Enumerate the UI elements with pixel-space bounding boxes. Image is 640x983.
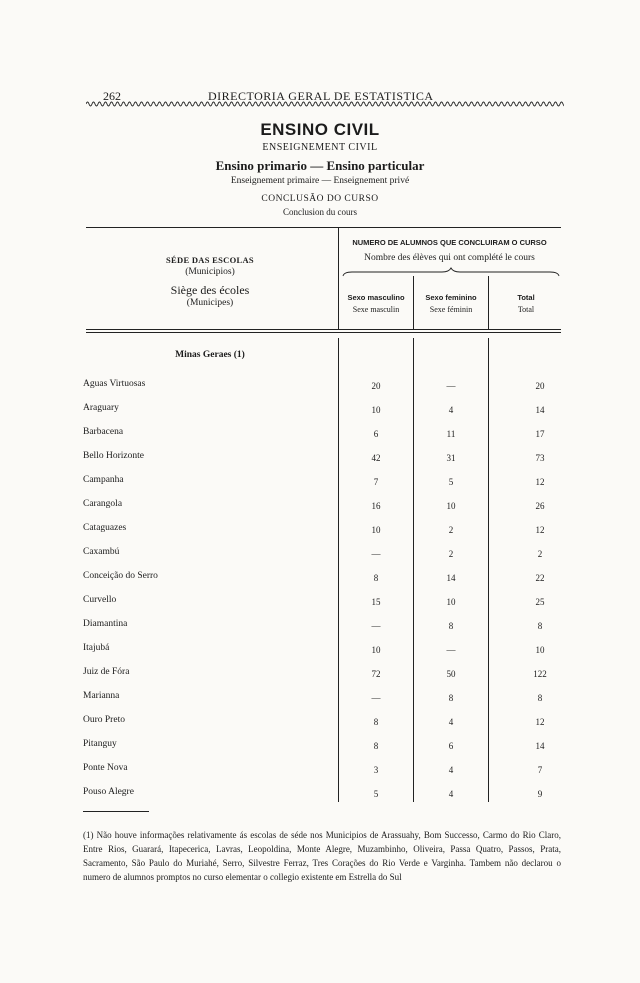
row-value-female: 8 bbox=[448, 693, 454, 703]
page-title: ENSINO CIVIL bbox=[260, 120, 380, 139]
col-male-fr: Sexe masculin bbox=[352, 305, 400, 314]
row-value-female: 10 bbox=[446, 501, 456, 511]
row-value-total: 122 bbox=[533, 669, 547, 679]
row-value-female: — bbox=[446, 645, 456, 655]
row-value-male: 10 bbox=[371, 645, 381, 655]
row-value-female: 6 bbox=[448, 741, 454, 751]
row-value-female: 10 bbox=[446, 597, 456, 607]
header-municipes: (Municipes) bbox=[186, 298, 234, 308]
row-value-female: — bbox=[446, 381, 456, 391]
header-seat-fr: Siège des écoles bbox=[170, 283, 250, 297]
row-value-female: 5 bbox=[448, 477, 454, 487]
row-value-female: 4 bbox=[448, 789, 454, 799]
row-value-female: 11 bbox=[446, 429, 456, 439]
col-male-pt: Sexo masculino bbox=[347, 293, 405, 302]
row-value-total: 22 bbox=[535, 573, 545, 583]
row-value-total: 10 bbox=[535, 645, 545, 655]
row-value-male: — bbox=[371, 621, 381, 631]
row-value-female: 2 bbox=[448, 549, 454, 559]
group-header-pt: NUMERO DE ALUMNOS QUE CONCLUIRAM O CURSO bbox=[352, 238, 547, 247]
row-value-female: 4 bbox=[448, 717, 454, 727]
header-rule-1 bbox=[86, 329, 561, 330]
table-top-rule bbox=[86, 227, 561, 228]
row-value-total: 14 bbox=[535, 405, 545, 415]
row-value-total: 9 bbox=[537, 789, 543, 799]
row-value-total: 14 bbox=[535, 741, 545, 751]
page-title-fr: ENSEIGNEMENT CIVIL bbox=[262, 142, 378, 153]
row-municipio-name: Conceição do Serro bbox=[83, 571, 158, 581]
row-municipio-name: Juiz de Fóra bbox=[83, 667, 130, 677]
row-value-total: 73 bbox=[535, 453, 545, 463]
state-label: Minas Geraes (1) bbox=[175, 350, 245, 360]
row-value-male: 8 bbox=[373, 717, 379, 727]
section-title: Ensino primario — Ensino particular bbox=[215, 158, 425, 173]
vrule-header-3 bbox=[488, 276, 489, 329]
row-municipio-name: Pouso Alegre bbox=[83, 787, 134, 797]
row-municipio-name: Curvello bbox=[83, 595, 117, 605]
row-municipio-name: Marianna bbox=[83, 691, 120, 701]
row-value-total: 2 bbox=[537, 549, 543, 559]
row-value-total: 8 bbox=[537, 621, 543, 631]
row-value-male: 15 bbox=[371, 597, 381, 607]
running-title: DIRECTORIA GERAL DE ESTATISTICA bbox=[208, 89, 434, 103]
row-value-male: 7 bbox=[373, 477, 379, 487]
row-value-total: 20 bbox=[535, 381, 545, 391]
row-value-male: 5 bbox=[373, 789, 379, 799]
row-value-total: 8 bbox=[537, 693, 543, 703]
row-municipio-name: Aguas Virtuosas bbox=[83, 379, 146, 389]
footnote: (1) Não houve informações relativamente ás escolas de séde nos Municipios de Arassuahy, Bom Successo, Carmo do Rio Claro, Entre Rios, Guarará, Itapecerica, Lavras, Leopoldina, Monte Alegre, Muzambinho, Oliveira, Passa Quatro, Passos, Prata, Sacramento, São Paulo do Muriahé, Serro, Silvestre Ferraz, Tres Corações do Rio Verde e Varginha. Tambem não declarou o numero de alumnos promptos no curso elementar o collegio existente em Estrella do Sul bbox=[83, 830, 561, 882]
row-value-total: 17 bbox=[535, 429, 545, 439]
row-municipio-name: Diamantina bbox=[83, 619, 128, 629]
row-municipio-name: Carangola bbox=[83, 499, 123, 509]
row-value-male: 8 bbox=[373, 741, 379, 751]
row-value-male: 3 bbox=[373, 765, 379, 775]
row-value-total: 7 bbox=[537, 765, 543, 775]
row-value-female: 31 bbox=[446, 453, 456, 463]
row-value-male: — bbox=[371, 693, 381, 703]
row-municipio-name: Ouro Preto bbox=[83, 715, 125, 725]
col-total-fr: Total bbox=[517, 305, 535, 314]
conclusion-title: CONCLUSÃO DO CURSO bbox=[261, 194, 379, 204]
row-value-female: 4 bbox=[448, 765, 454, 775]
header-seat-pt: SÉDE DAS ESCOLAS bbox=[166, 255, 254, 265]
row-municipio-name: Campanha bbox=[83, 475, 124, 485]
row-value-total: 26 bbox=[535, 501, 545, 511]
row-value-total: 25 bbox=[535, 597, 545, 607]
header-rule-2 bbox=[86, 332, 561, 333]
vrule-header-2 bbox=[413, 276, 414, 329]
page-number: 262 bbox=[103, 89, 121, 103]
row-value-female: 14 bbox=[446, 573, 456, 583]
row-municipio-name: Ponte Nova bbox=[83, 763, 128, 773]
row-municipio-name: Araguary bbox=[83, 403, 119, 413]
row-value-male: 20 bbox=[371, 381, 381, 391]
row-value-female: 8 bbox=[448, 621, 454, 631]
row-value-male: 42 bbox=[371, 453, 381, 463]
row-value-male: 10 bbox=[371, 525, 381, 535]
row-value-male: 10 bbox=[371, 405, 381, 415]
row-value-female: 50 bbox=[446, 669, 456, 679]
row-value-male: — bbox=[371, 549, 381, 559]
col-female-pt: Sexo feminino bbox=[425, 293, 477, 302]
row-value-total: 12 bbox=[535, 477, 545, 487]
row-value-male: 8 bbox=[373, 573, 379, 583]
row-value-total: 12 bbox=[535, 717, 545, 727]
row-value-female: 2 bbox=[448, 525, 454, 535]
header-municipios: (Municipios) bbox=[185, 267, 235, 277]
section-title-fr: Enseignement primaire — Enseignement privé bbox=[230, 176, 410, 186]
group-brace bbox=[342, 266, 560, 278]
col-female-fr: Sexe féminin bbox=[429, 305, 473, 314]
row-value-male: 6 bbox=[373, 429, 379, 439]
row-municipio-name: Cataguazes bbox=[83, 523, 127, 533]
conclusion-title-fr: Conclusion du cours bbox=[283, 207, 357, 217]
row-municipio-name: Barbacena bbox=[83, 427, 124, 437]
group-header-fr: Nombre des élèves qui ont complété le cours bbox=[364, 253, 535, 263]
footnote-rule bbox=[83, 811, 149, 812]
row-value-female: 4 bbox=[448, 405, 454, 415]
row-municipio-name: Caxambú bbox=[83, 547, 120, 557]
row-value-male: 72 bbox=[371, 669, 381, 679]
col-total-pt: Total bbox=[517, 293, 535, 302]
row-municipio-name: Bello Horizonte bbox=[83, 451, 144, 461]
row-value-male: 16 bbox=[371, 501, 381, 511]
row-municipio-name: Itajubá bbox=[83, 643, 110, 653]
row-value-total: 12 bbox=[535, 525, 545, 535]
wavy-rule bbox=[86, 100, 564, 108]
vrule-header-1 bbox=[338, 228, 339, 329]
row-municipio-name: Pitanguy bbox=[83, 739, 117, 749]
